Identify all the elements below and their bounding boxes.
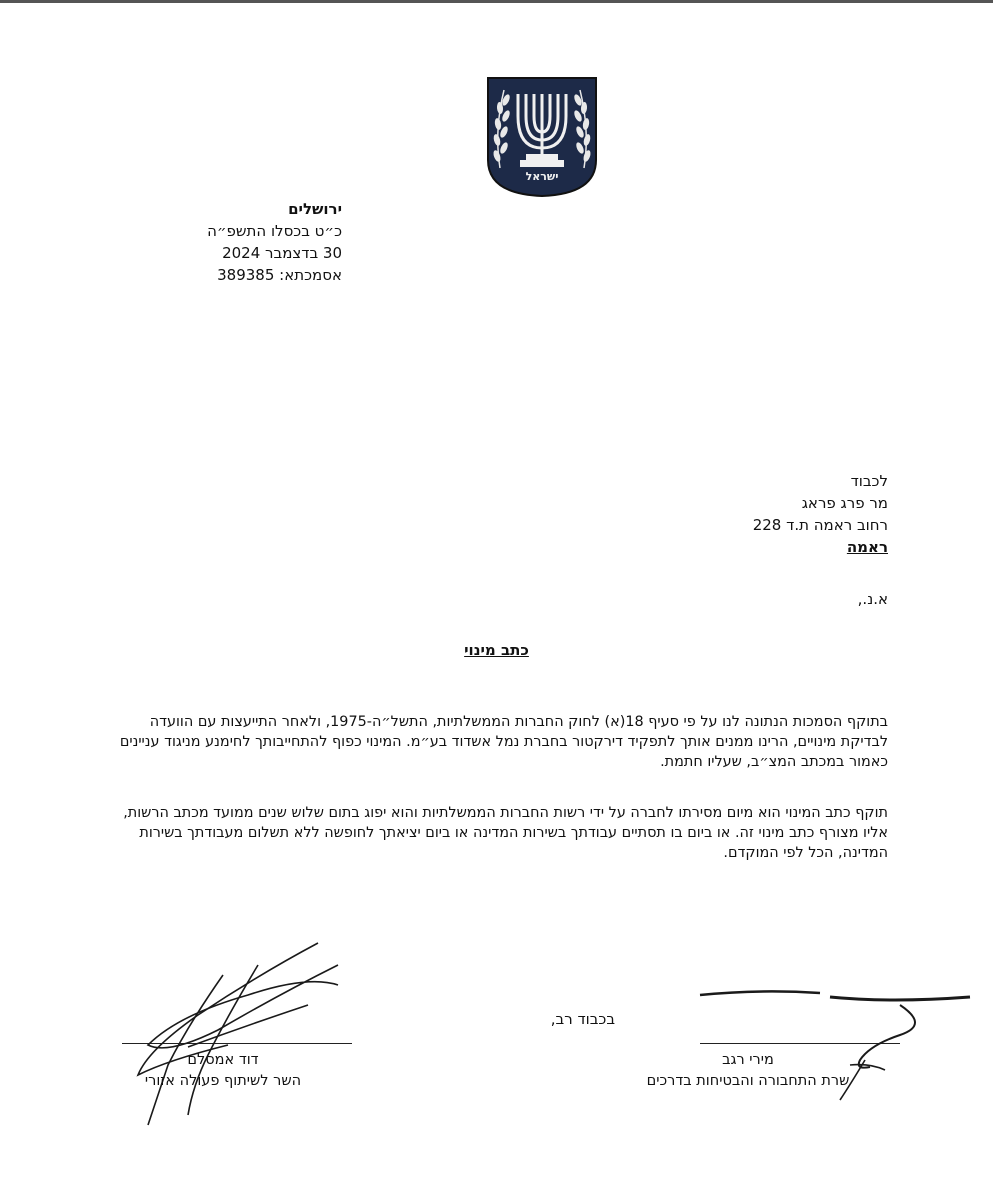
emblem-inscription: ישראל (525, 170, 559, 183)
recipient-city: ראמה (846, 538, 888, 556)
signatory-right (598, 1050, 898, 1092)
top-border (0, 0, 993, 3)
gregorian-date: 30 בדצמבר 2024 (222, 244, 342, 262)
signatory-left-name: דוד אמסלם (187, 1052, 259, 1068)
signature-left-icon (108, 935, 368, 1135)
body-paragraph-1: בתוקף הסמכות הנתונה לנו על פי סעיף 18(א) לחוק החברות הממשלתיות, התשל״ה-1975, ולאחר התייעצות עם הוועדה לבדיקת מינויים, הרינו ממנים אותך לתפקיד דירקטור בחברת נמל אשדוד בע״מ. המינוי כפוף להתחייבותך לחימנע מניגוד עניינים כאמור במכתב המצ״ב, שעליו חתמת. (119, 714, 888, 770)
signatory-right-title: שרת התחבורה והבטיחות בדרכים (646, 1073, 850, 1089)
greeting: א.נ., (857, 590, 888, 608)
reference-number: 389385 (217, 266, 275, 284)
recipient-street: רחוב ראמה ת.ד 228 (752, 516, 888, 534)
body-paragraph-2: תוקף כתב המינוי הוא מיום מסירתו לחברה על ידי רשות החברות הממשלתיות והוא יפוג בתום שלוש שנים ממועד מכתב הרשות, אליו מצורף כתב מינוי זה. או ביום בו תסתיים עבודתך בשירות המדינה או ביום יציאתך לחופשה ללא תשלום מעבודתך בשירות המדינה, הכל לפי המוקדם. (123, 805, 888, 861)
reference-line (42, 264, 342, 286)
state-emblem-icon (484, 76, 600, 198)
recipient-name: מר פרג פראג (801, 494, 888, 512)
signatory-left (93, 1050, 353, 1092)
letter-header (42, 198, 342, 286)
recipient-salutation: לכבוד (850, 472, 888, 490)
signatory-left-title: השר לשיתוף פעולה אזורי (144, 1073, 302, 1089)
closing-phrase: בכבוד רב, (550, 1010, 615, 1028)
hebrew-date: כ״ט בכסלו התשפ״ה (207, 222, 342, 240)
recipient-block (488, 470, 888, 558)
letter-subject: כתב מינוי (464, 641, 529, 659)
reference-label: אסמכתא: (279, 266, 342, 284)
signatory-right-name: מירי רגב (722, 1052, 774, 1068)
signature-right-icon (680, 975, 980, 1115)
header-city: ירושלים (288, 200, 342, 218)
